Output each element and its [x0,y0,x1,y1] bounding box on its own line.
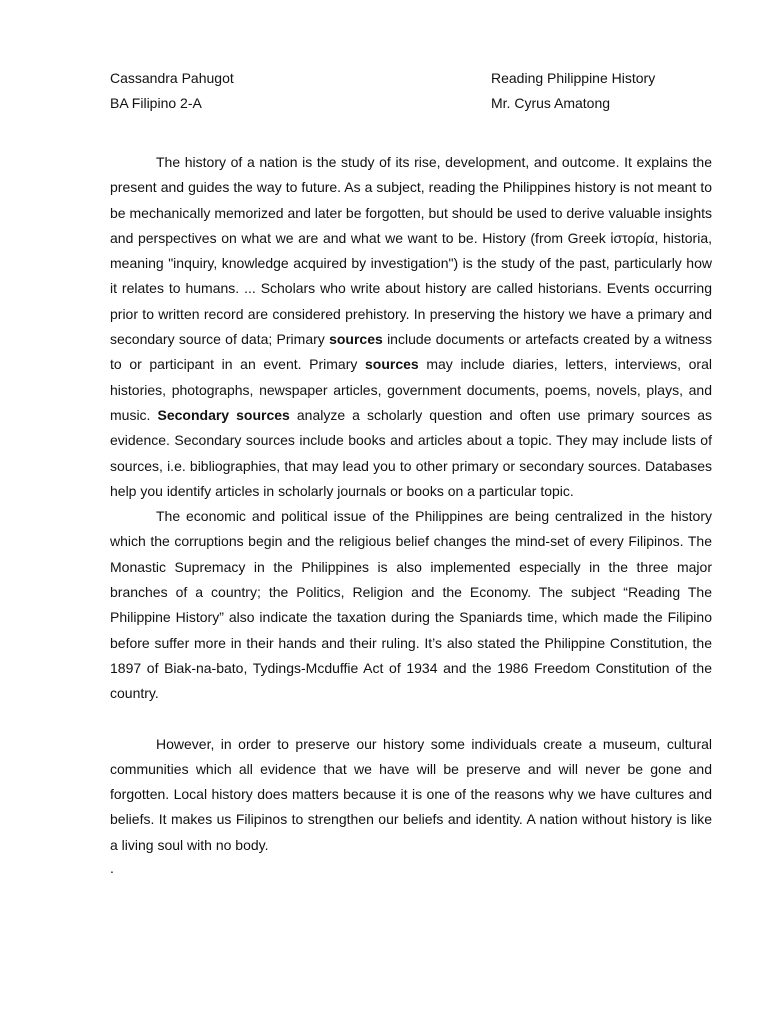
trailing-period: . [110,860,114,877]
paragraph-1-text-2: include documents or artefacts created by a witness to or participant in an event. Primary [110,331,712,373]
header-left-block [110,66,234,116]
header-right-block [491,66,655,116]
paragraph-1-bold-3: Secondary sources [157,406,290,423]
paragraph-3: However, in order to preserve our history some individuals create a museum, cultural communities which all evidence that we have will be preserve and will never be gone and forgotten. Local history does matters because it is one of the reasons why we have cultures and beliefs. It makes us Filipinos to strengthen our beliefs and identity. A nation without history is like a living soul with no body. [110,735,712,853]
student-name: Cassandra Pahugot [110,70,234,86]
paragraph-1-bold-1: sources [329,331,383,348]
student-section: BA Filipino 2-A [110,95,202,111]
essay-body [110,150,712,878]
paragraph-1-bold-2: sources [365,356,419,373]
paragraph-1-text-3: may include diaries, letters, interviews, oral histories, photographs, newspaper articles, government documents, poems, novels, plays, and music. [110,356,712,423]
subject-title: Reading Philippine History [491,70,656,86]
teacher-name: Mr. Cyrus Amatong [491,95,611,111]
paragraph-1-text-1: The history of a nation is the study of its rise, development, and outcome. It explains the present and guides the way to future. As a subject, reading the Philippines history is not meant to be mechanically memorized and later be forgotten, but should be used to derive valuable insights and perspectives on what we are and what we want to be. History (from Greek ἱστορία, historia, meaning "inquiry, knowledge acquired by investigation") is the study of the past, particularly how it relates to humans. ... Scholars who write about history are called historians. Events occurring prior to written record are considered prehistory. In preserving the history we have a primary and secondary source of data; Primary [110,154,712,348]
paragraph-2: The economic and political issue of the Philippines are being centralized in the history which the corruptions begin and the religious belief changes the mind-set of every Filipinos. The Monastic Supremacy in the Philippines is also implemented especially in the three major branches of a country; the Politics, Religion and the Economy. The subject “Reading The Philippine History” also indicate the taxation during the Spaniards time, which made the Filipino before suffer more in their hands and their ruling. It’s also stated the Philippine Constitution, the 1897 of Biak-na-bato, Tydings-Mcduffie Act of 1934 and the 1986 Freedom Constitution of the country. [110,508,712,702]
paragraph-1 [110,150,712,504]
paragraph-1-text-4: analyze a scholarly question and often use primary sources as evidence. Secondary sources include books and articles about a topic. They may include lists of sources, i.e. bibliographies, that may lead you to other primary or secondary sources. Databases help you identify articles in scholarly journals or books on a particular topic. [110,406,713,499]
